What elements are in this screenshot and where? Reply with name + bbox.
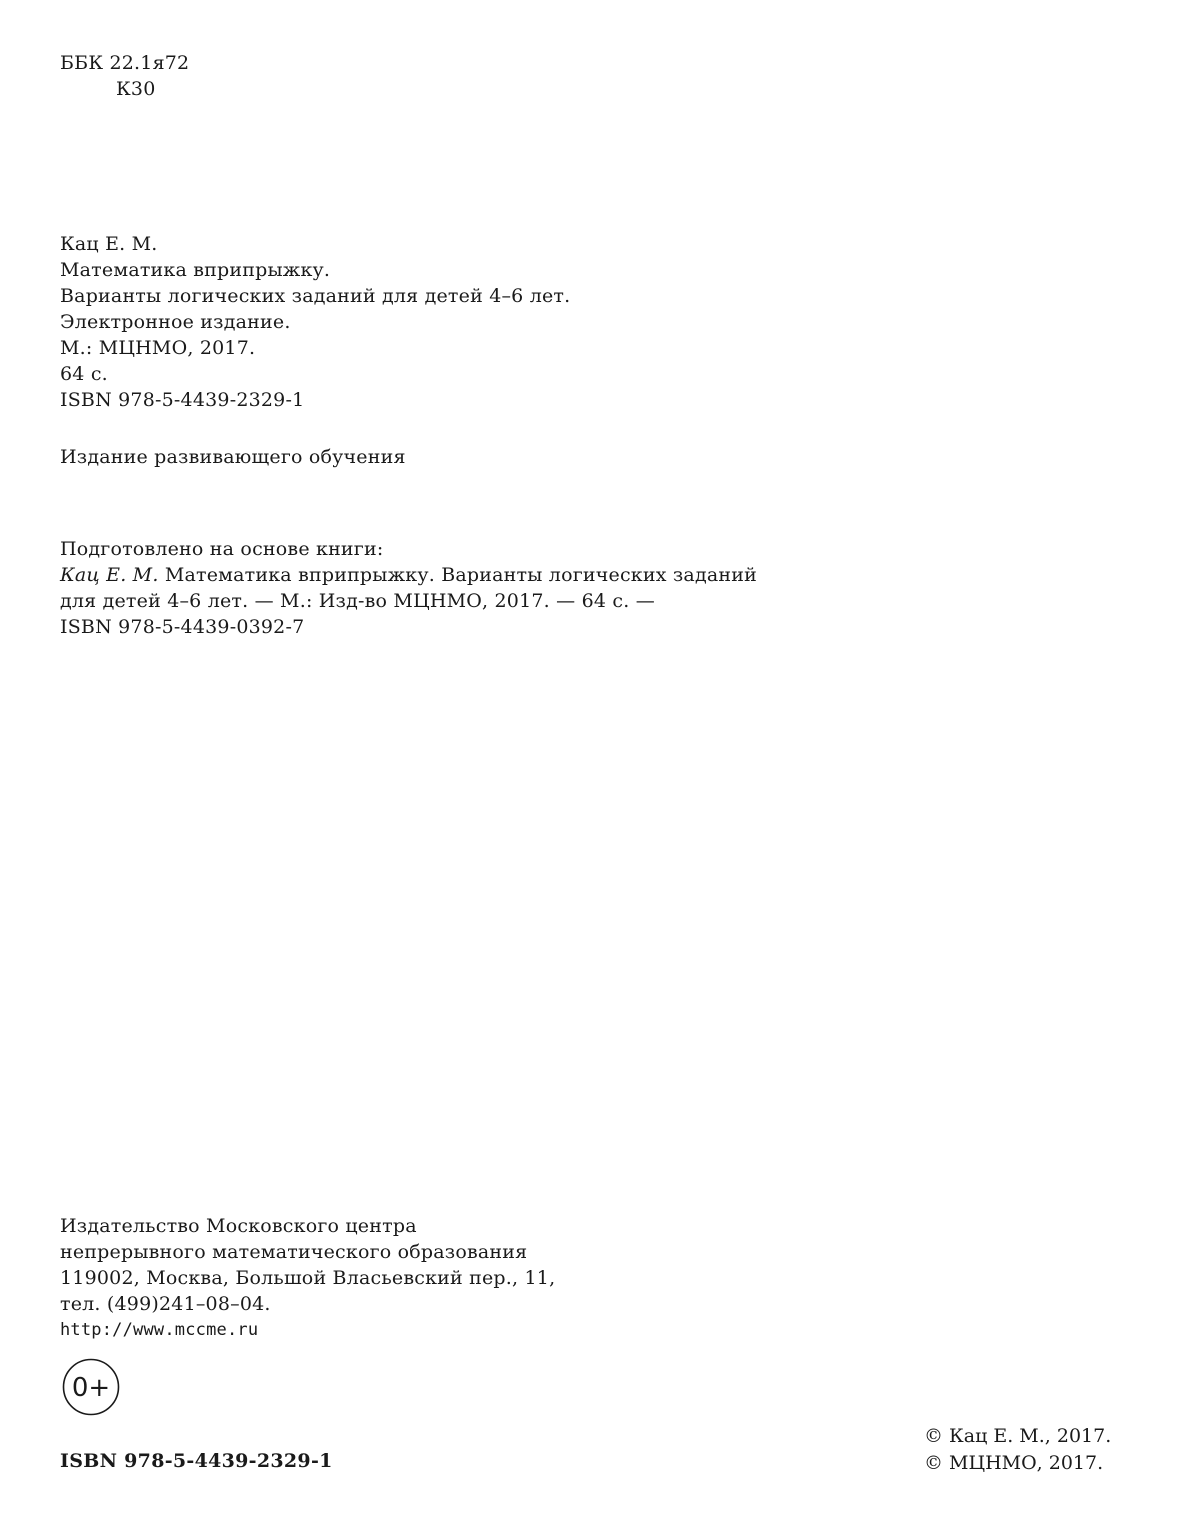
copyright-publisher: © МЦНМО, 2017.	[924, 1452, 1104, 1474]
publisher-info	[60, 1213, 555, 1343]
source-line-2: для детей 4–6 лет. — М.: Изд-во МЦНМО, 2017. — 64 с. —	[60, 590, 655, 612]
source-heading: Подготовлено на основе книги:	[60, 538, 384, 560]
bbk-block	[60, 50, 189, 102]
edition-type-text: Издание развивающего обучения	[60, 446, 406, 468]
age-rating-badge	[62, 1358, 120, 1416]
author-mark: К30	[116, 78, 156, 100]
age-rating-text: 0+	[71, 1373, 111, 1403]
publisher-url[interactable]: http://www.mccme.ru	[60, 1320, 259, 1340]
publisher-phone: тел. (499)241–08–04.	[60, 1293, 271, 1315]
source-isbn: ISBN 978-5-4439-0392-7	[60, 616, 305, 638]
edition-type	[60, 444, 406, 470]
bbk-code: ББК 22.1я72	[60, 52, 190, 74]
catalog-author: Кац Е. М.	[60, 233, 158, 255]
age-rating-circle	[62, 1358, 120, 1416]
publisher-name-1: Издательство Московского центра	[60, 1215, 417, 1237]
copyright-block	[924, 1423, 1111, 1477]
publisher-address: 119002, Москва, Большой Власьевский пер., 11,	[60, 1267, 556, 1289]
source-line-1	[60, 562, 757, 588]
source-book	[60, 536, 757, 640]
catalog-isbn: ISBN 978-5-4439-2329-1	[60, 389, 305, 411]
catalog-record	[60, 231, 570, 413]
catalog-edition: Электронное издание.	[60, 311, 291, 333]
isbn-bold: ISBN 978-5-4439-2329-1	[60, 1450, 333, 1472]
catalog-imprint: М.: МЦНМО, 2017.	[60, 337, 256, 359]
catalog-title: Математика вприпрыжку.	[60, 259, 331, 281]
source-title: Математика вприпрыжку. Варианты логических заданий	[158, 564, 757, 586]
publisher-name-2: непрерывного математического образования	[60, 1241, 528, 1263]
copyright-author: © Кац Е. М., 2017.	[924, 1425, 1112, 1447]
catalog-subtitle: Варианты логических заданий для детей 4–6 лет.	[60, 285, 571, 307]
catalog-pages: 64 с.	[60, 363, 108, 385]
source-author: Кац Е. М.	[60, 564, 159, 586]
